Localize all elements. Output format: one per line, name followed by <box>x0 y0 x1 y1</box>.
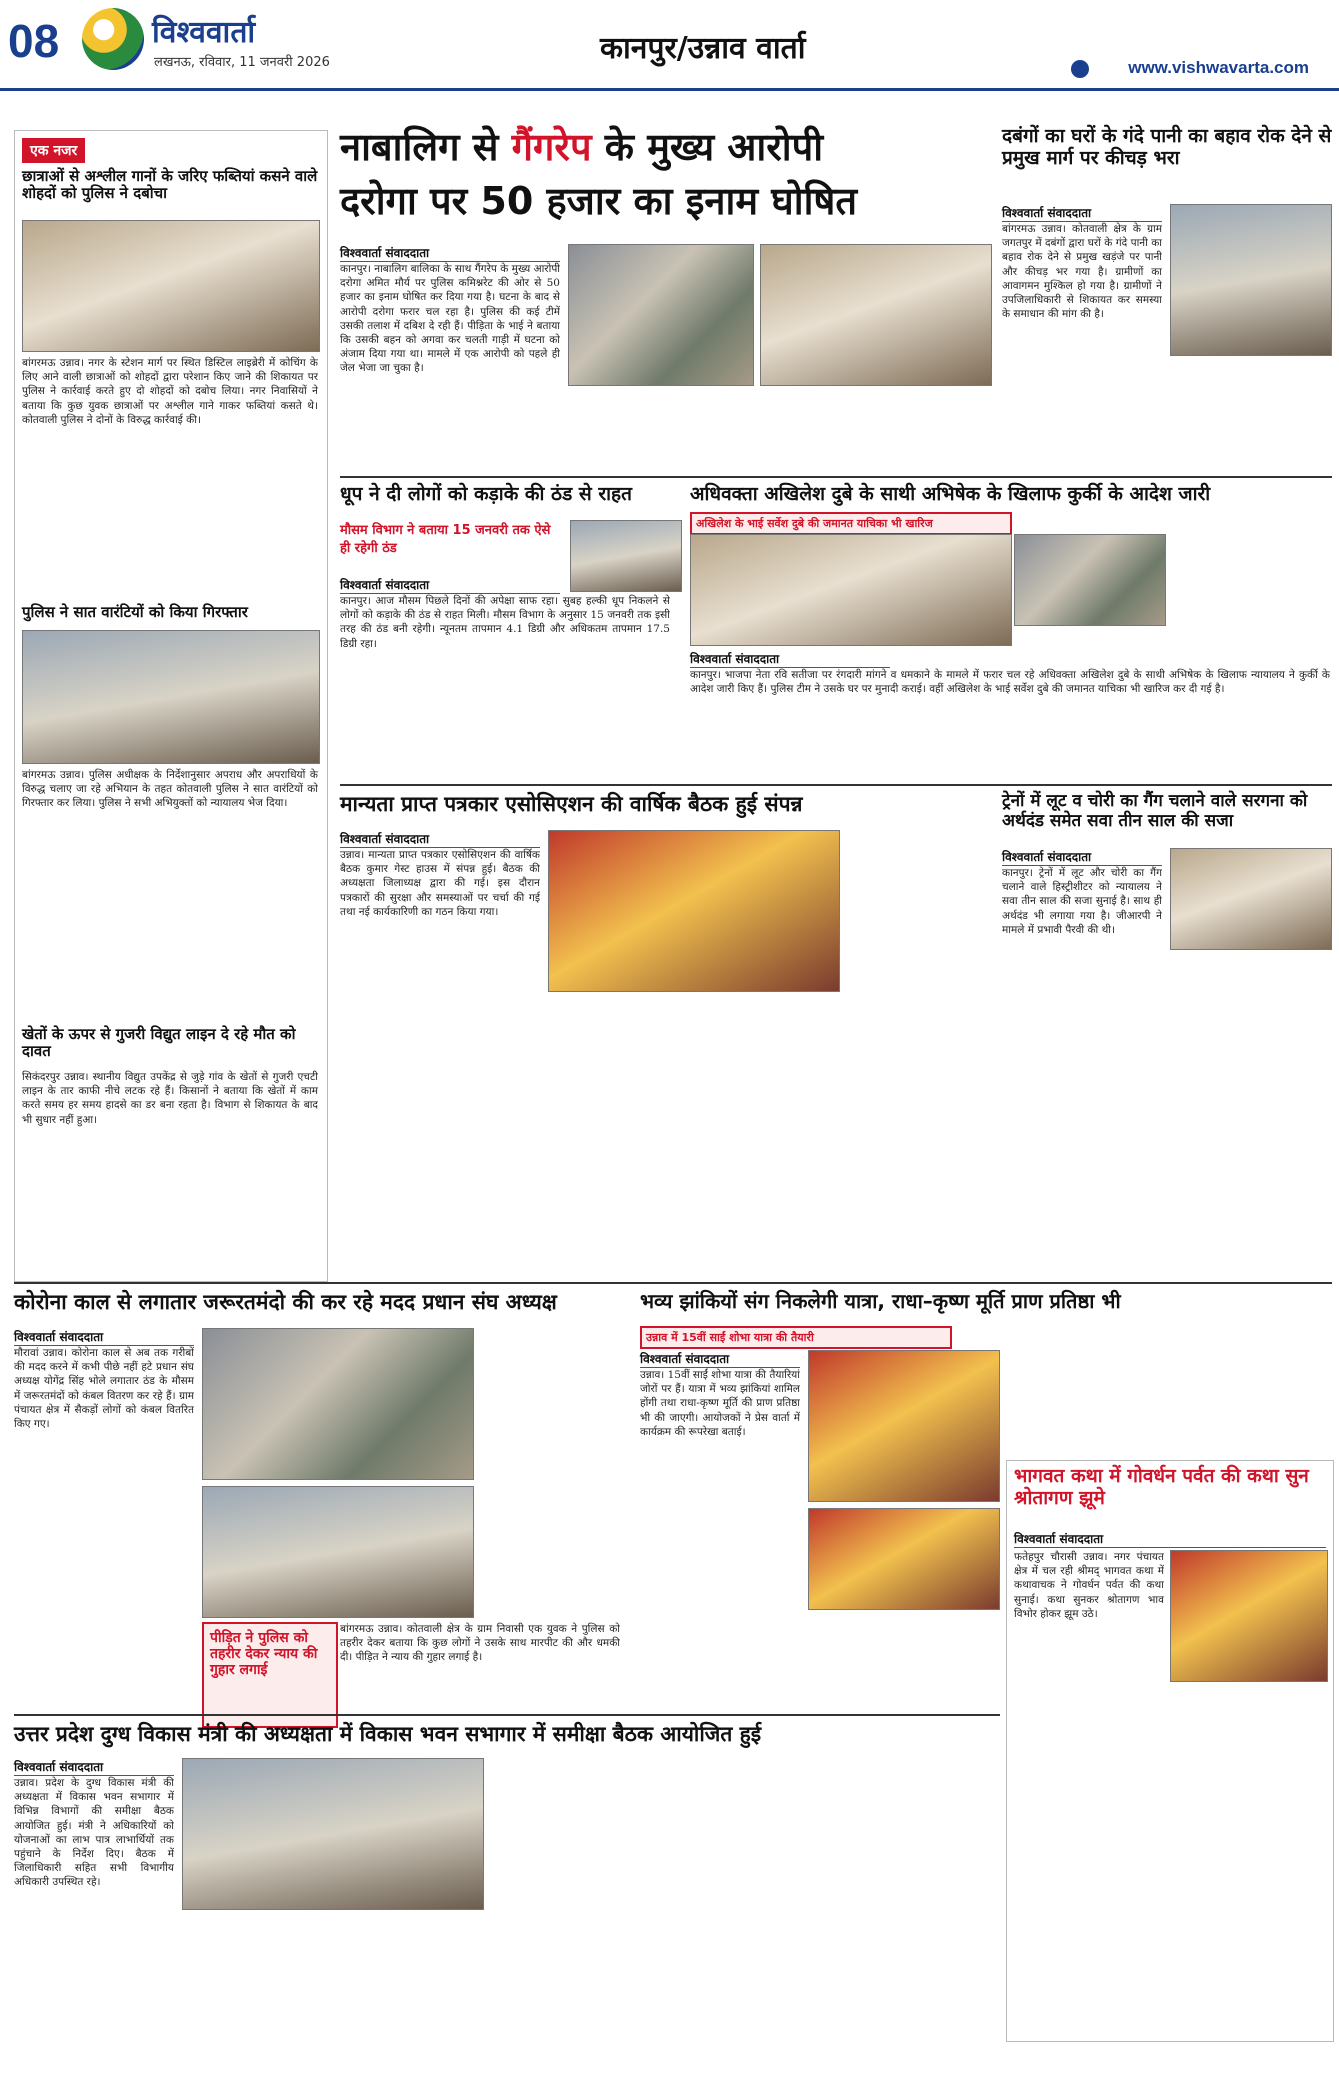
corona-photo-1 <box>202 1328 474 1480</box>
katha-headline: भागवत कथा में गोवर्धन पर्वत की कथा सुन श्रोतागण झूमे <box>1014 1465 1309 1509</box>
lead-headline-highlight: गैंगरेप <box>511 125 592 169</box>
kurki-photo-1 <box>690 534 1012 646</box>
lead-headline-line1 <box>340 126 990 170</box>
corona-photo-2 <box>202 1486 474 1618</box>
sidebar-body-2: बांगरमऊ उन्नाव। पुलिस अधीक्षक के निर्देशानुसार अपराध और अपराधियों के विरुद्ध चलाए जा रहे अभियान के तहत कोतवाली पुलिस ने सात वारंटियों को गिरफ्तार कर लिया। पुलिस ने सभी अभियुक्तों को न्यायालय भेज दिया। <box>22 769 318 810</box>
lead-headline-line2: दरोगा पर 50 हजार का इनाम घोषित <box>340 179 858 223</box>
divider <box>14 1282 1332 1284</box>
cold-byline: विश्ववार्ता संवाददाता <box>340 576 560 594</box>
kurki-headline: अधिवक्ता अखिलेश दुबे के साथी अभिषेक के खिलाफ कुर्की के आदेश जारी <box>690 483 1211 505</box>
lead-photo-1 <box>568 244 754 386</box>
dairy-photo <box>182 1758 484 1910</box>
dairy-byline: विश्ववार्ता संवाददाता <box>14 1758 174 1776</box>
yatra-headline: भव्य झांकियों संग निकलेगी यात्रा, राधा–कृष्ण मूर्ति प्राण प्रतिष्ठा भी <box>640 1289 1121 1313</box>
dateline: लखनऊ, रविवार, 11 जनवरी 2026 <box>154 55 330 70</box>
train-body: कानपुर। ट्रेनों में लूट और चोरी का गैंग चलाने वाले हिस्ट्रीशीटर को न्यायालय ने सवा तीन साल की सजा सुनाई है। साथ ही अर्थदंड भी लगाया गया है। जीआरपी ने मामले में प्रभावी पैरवी की थी। <box>1002 867 1162 936</box>
cold-photo <box>570 520 682 592</box>
lead-headline-part-a: नाबालिग से <box>340 125 499 169</box>
yatra-photo-2 <box>808 1508 1000 1610</box>
yatra-byline: विश्ववार्ता संवाददाता <box>640 1350 800 1368</box>
sidebar-tag: एक नजर <box>22 138 85 163</box>
corona-headline: कोरोना काल से लगातार जरूरतमंदो की कर रहे मदद प्रधान संघ अध्यक्ष <box>14 1290 557 1314</box>
press-headline: मान्यता प्राप्त पत्रकार एसोसिएशन की वार्षिक बैठक हुई संपन्न <box>340 792 803 816</box>
corona-byline: विश्ववार्ता संवाददाता <box>14 1328 194 1346</box>
sidebar-headline-3: खेतों के ऊपर से गुजरी विद्युत लाइन दे रहे मौत को दावत <box>22 1025 296 1061</box>
brand-name: विश्ववार्ता <box>152 15 256 50</box>
section-title: कानपुर/उन्नाव वार्ता <box>600 31 806 66</box>
lead-body: कानपुर। नाबालिग बालिका के साथ गैंगरेप के मुख्य आरोपी दरोगा अमित मौर्य पर पुलिस कमिश्नरेट की ओर से 50 हजार का इनाम घोषित कर दिया गया है। घटना के बाद से आरोपी दरोगा फरार चल रहा है। पुलिस की कई टीमें उसकी तलाश में दबिश दे रही हैं। पीड़िता के भाई ने बताया कि उसकी बहन को अगवा कर चलती गाड़ी में घटना को अंजाम दिया गया था। मामले में एक आरोपी को पहले ही जेल भेजा जा चुका है। <box>340 263 560 375</box>
divider <box>14 1714 1000 1716</box>
kurki-byline: विश्ववार्ता संवाददाता <box>690 650 890 668</box>
victim-box <box>202 1622 338 1728</box>
cold-headline: धूप ने दी लोगों को कड़ाके की ठंड से राहत <box>340 483 632 505</box>
sidebar-body-3: सिकंदरपुर उन्नाव। स्थानीय विद्युत उपकेंद्र से जुड़े गांव के खेतों से गुजरी एचटी लाइन के तार काफी नीचे लटक रहे हैं। किसानों ने बताया कि खेतों में काम करते समय हर समय हादसे का डर बना रहता है। विभाग से शिकायत के बाद भी सुधार नहीं हुआ। <box>22 1071 318 1126</box>
brand-logo-icon <box>82 8 144 70</box>
sidebar-photo-1 <box>22 220 320 352</box>
yatra-body: उन्नाव। 15वीं साईं शोभा यात्रा की तैयारियां जोरों पर हैं। यात्रा में भव्य झांकियां शामिल होंगी तथा राधा-कृष्ण मूर्ति की प्राण प्रतिष्ठा भी की जाएगी। आयोजकों ने प्रेस वार्ता में कार्यक्रम की रूपरेखा बताई। <box>640 1369 800 1438</box>
dairy-headline: उत्तर प्रदेश दुग्ध विकास मंत्री की अध्यक्षता में विकास भवन सभागार में समीक्षा बैठक आयोजित हुई <box>14 1722 762 1746</box>
press-photo <box>548 830 840 992</box>
cold-body: कानपुर। आज मौसम पिछले दिनों की अपेक्षा साफ रहा। सुबह हल्की धूप निकलने से लोगों को कड़ाके की ठंड से राहत मिली। मौसम विभाग के अनुसार 15 जनवरी तक इसी तरह की ठंड बनी रहेगी। न्यूनतम तापमान 4.1 डिग्री और अधिकतम तापमान 17.5 डिग्री रहा। <box>340 595 670 650</box>
kurki-banner: अखिलेश के भाई सर्वेश दुबे की जमानत याचिका भी खारिज <box>690 512 1012 535</box>
drain-photo <box>1170 204 1332 356</box>
press-body: उन्नाव। मान्यता प्राप्त पत्रकार एसोसिएशन की वार्षिक बैठक कुमार गेस्ट हाउस में संपन्न हुई। बैठक की अध्यक्षता जिलाध्यक्ष द्वारा की गई। इस दौरान पत्रकारों की सुरक्षा और समस्याओं पर चर्चा की गई तथा नई कार्यकारिणी का गठन किया गया। <box>340 849 540 918</box>
kurki-body: कानपुर। भाजपा नेता रवि सतीजा पर रंगदारी मांगने व धमकाने के मामले में फरार चल रहे अधिवक्ता अखिलेश दुबे के साथी अभिषेक के खिलाफ न्यायालय ने कुर्की के आदेश जारी किए हैं। पुलिस टीम ने उसके घर पर मुनादी कराई। वहीं अखिलेश के भाई सर्वेश दुबे की जमानत याचिका भी खारिज कर दी गई है। <box>690 669 1330 696</box>
lead-photo-2 <box>760 244 992 386</box>
train-byline: विश्ववार्ता संवाददाता <box>1002 848 1162 866</box>
katha-byline: विश्ववार्ता संवाददाता <box>1014 1530 1326 1548</box>
drain-headline: दबंगों का घरों के गंदे पानी का बहाव रोक देने से प्रमुख मार्ग पर कीचड़ भरा <box>1002 125 1332 169</box>
press-byline: विश्ववार्ता संवाददाता <box>340 830 540 848</box>
train-headline: ट्रेनों में लूट व चोरी का गैंग चलाने वाले सरगना को अर्थदंड समेत सवा तीन साल की सजा <box>1002 791 1308 831</box>
victim-body: बांगरमऊ उन्नाव। कोतवाली क्षेत्र के ग्राम निवासी एक युवक ने पुलिस को तहरीर देकर बताया कि कुछ लोगों ने उसके साथ मारपीट की और धमकी दी। पीड़ित ने न्याय की गुहार लगाई है। <box>340 1623 620 1664</box>
katha-photo <box>1170 1550 1328 1682</box>
divider <box>340 476 1332 478</box>
sidebar-headline-1: छात्राओं से अश्लील गानों के जरिए फब्तियां कसने वाले शोहदों को पुलिस ने दबोचा <box>22 167 318 203</box>
lead-byline: विश्ववार्ता संवाददाता <box>340 244 560 262</box>
sidebar-body-1: बांगरमऊ उन्नाव। नगर के स्टेशन मार्ग पर स्थित डिस्टिल लाइब्रेरी में कोचिंग के लिए आने वाली छात्राओं को शोहदों द्वारा परेशान किए जाने की शिकायत पर पुलिस ने कार्रवाई करते हुए दो शोहदों को दबोच लिया। नगर निवासियों ने बताया कि कुछ युवक छात्राओं पर अश्लील गाने गाकर फब्तियां कसते थे। कोतवाली पुलिस ने दोनों के विरुद्ध कार्रवाई की। <box>22 357 318 426</box>
train-photo <box>1170 848 1332 950</box>
katha-body: फतेहपुर चौरासी उन्नाव। नगर पंचायत क्षेत्र में चल रही श्रीमद् भागवत कथा में कथावाचक ने गोवर्धन पर्वत की कथा सुनाई। कथा सुनकर श्रोतागण भाव विभोर होकर झूम उठे। <box>1014 1551 1164 1620</box>
yatra-banner: उन्नाव में 15वीं साईं शोभा यात्रा की तैयारी <box>640 1326 952 1349</box>
victim-box-headline: पीड़ित ने पुलिस को तहरीर देकर न्याय की गुहार लगाई <box>210 1630 318 1679</box>
kurki-photo-2 <box>1014 534 1166 626</box>
sidebar-photo-2 <box>22 630 320 764</box>
globe-icon <box>1071 60 1089 78</box>
drain-body: बांगरमऊ उन्नाव। कोतवाली क्षेत्र के ग्राम जगतपुर में दबंगों द्वारा घरों के गंदे पानी का बहाव रोक देने से प्रमुख खड़ंजे पर पानी और कीचड़ भर गया है। ग्रामीणों का आवागमन मुश्किल हो गया है। ग्रामीणों ने उपजिलाधिकारी से शिकायत कर समस्या के समाधान की मांग की है। <box>1002 223 1162 321</box>
sidebar-headline-2: पुलिस ने सात वारंटियों को किया गिरफ्तार <box>22 603 248 621</box>
dairy-body: उन्नाव। प्रदेश के दुग्ध विकास मंत्री की अध्यक्षता में विकास भवन सभागार में विभिन्न विभागों की समीक्षा बैठक आयोजित हुई। मंत्री ने अधिकारियों को योजनाओं का लाभ पात्र लाभार्थियों तक पहुंचाने के निर्देश दिए। बैठक में जिलाधिकारी सहित सभी विभागीय अधिकारी उपस्थित रहे। <box>14 1777 174 1889</box>
corona-body: मौरावां उन्नाव। कोरोना काल से अब तक गरीबों की मदद करने में कभी पीछे नहीं हटे प्रधान संघ अध्यक्ष योगेंद्र सिंह भोले लगातार ठंड के मौसम में जरूरतमंदों को कंबल वितरण कर रहे हैं। ग्राम पंचायत क्षेत्र में सैकड़ों लोगों को कंबल वितरित किए गए। <box>14 1347 194 1430</box>
website-link[interactable]: www.vishwavarta.com <box>1128 58 1309 77</box>
lead-headline-part-b: के मुख्य आरोपी <box>604 125 824 169</box>
page-number: 08 <box>8 15 60 67</box>
divider <box>340 784 1332 786</box>
yatra-photo-1 <box>808 1350 1000 1502</box>
drain-byline: विश्ववार्ता संवाददाता <box>1002 204 1162 222</box>
cold-subheadline: मौसम विभाग ने बताया 15 जनवरी तक ऐसे ही रहेगी ठंड <box>340 523 551 556</box>
